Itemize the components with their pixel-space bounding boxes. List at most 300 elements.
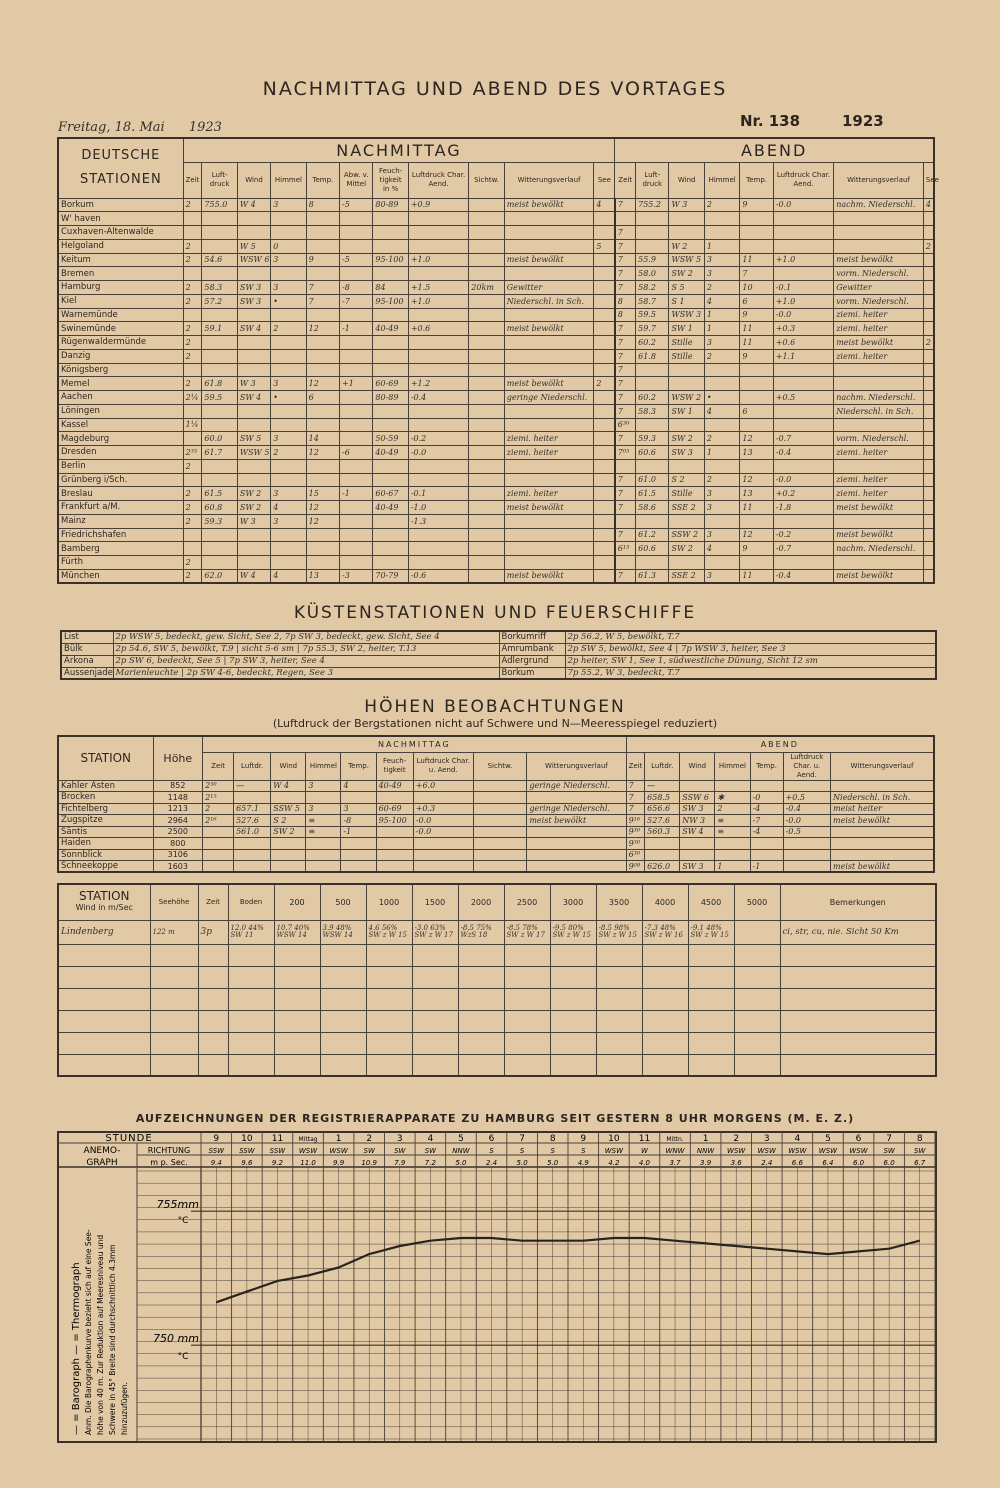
hour-label: 3 [763,1134,770,1144]
table-cell [271,542,306,556]
station-name: Dresden [58,446,183,460]
wind-cell: -7.3 48% SW z W 16 [642,920,688,944]
table-cell: meist bewölkt [504,253,594,267]
speed-value: 6.0 [852,1159,865,1167]
table-cell: 3 [271,487,306,501]
wind-cell [596,944,642,966]
speed-value: 11.0 [300,1159,316,1167]
table-cell [202,556,237,570]
table-cell [669,459,704,473]
table-cell [202,459,237,473]
hour-label: 8 [916,1134,923,1144]
hoehen-cell: SW 2 [271,826,306,838]
table-cell: 6³⁰ [615,418,636,432]
wind-row [58,1010,936,1032]
table-cell: -7 [340,294,373,308]
table-cell: 7 [740,267,773,281]
wind-col-head: 1500 [412,884,458,920]
direction-value: SSW [208,1147,225,1155]
hoehen-cell [783,849,831,861]
hoehen-cell [203,838,234,850]
table-cell: 11 [740,322,773,336]
table-cell [469,569,504,583]
speed-value: 3.7 [669,1159,681,1167]
table-cell: 4 [704,542,739,556]
table-cell [183,432,202,446]
table-cell [834,239,924,253]
hoehen-cell [473,815,527,827]
hoehen-cell [831,838,934,850]
hoehen-subtitle: (Luftdruck der Bergstationen nicht auf Schwere und N—Meeresspiegel reduziert) [272,717,718,730]
table-cell [923,459,934,473]
table-cell [183,308,202,322]
table-cell [504,473,594,487]
wind-cell [58,1010,150,1032]
wind-cell [198,944,228,966]
table-cell [183,226,202,240]
table-cell [202,363,237,377]
table-cell [306,542,339,556]
table-cell [202,418,237,432]
table-cell [773,363,833,377]
table-cell: 755.2 [636,198,669,212]
wind-cell [458,966,504,988]
nachmittag-col-head: Luft-druck [202,162,237,198]
table-cell [306,528,339,542]
hoehen-cell: 560.3 [645,826,680,838]
table-cell [469,308,504,322]
kuesten-station: Amrumbank [499,643,565,655]
wind-cell [780,1054,936,1076]
graph-label: GRAPH [86,1158,118,1168]
station-name: Bremen [58,267,183,281]
table-cell [271,336,306,350]
hoehen-cell [473,861,527,873]
hour-label: 11 [638,1134,651,1144]
hoehen-cell [271,861,306,873]
table-row [58,542,934,556]
speed-value: 9.4 [210,1159,222,1167]
hoehen-cell [376,849,413,861]
wind-cell [458,1054,504,1076]
table-cell [306,363,339,377]
table-cell: 1¼ [183,418,202,432]
table-cell [923,487,934,501]
wind-cell [274,944,320,966]
table-cell [923,473,934,487]
table-cell [704,418,739,432]
hour-label: 6 [488,1134,495,1144]
table-cell [469,294,504,308]
table-cell [306,556,339,570]
wind-cell [780,966,936,988]
table-cell: 2 [183,294,202,308]
nachmittag-col-head: See [594,162,615,198]
table-cell [923,281,934,295]
wind-cell [550,1032,596,1054]
speed-value: 2.4 [485,1159,498,1167]
table-cell: 1 [704,446,739,460]
table-cell: 3 [704,501,739,515]
table-cell: +0.2 [773,487,833,501]
table-cell: 8 [615,308,636,322]
table-cell: 58.6 [636,501,669,515]
hoehen-cell [527,792,626,804]
wind-cell [228,944,274,966]
table-row [58,322,934,336]
table-cell: 2¼ [183,391,202,405]
table-cell [669,514,704,528]
table-cell: 3 [271,281,306,295]
table-cell: +0.9 [408,198,468,212]
table-row [58,336,934,350]
direction-value: WSW [818,1147,838,1155]
table-row [58,281,934,295]
table-cell: 57.2 [202,294,237,308]
table-cell: +1.2 [408,377,468,391]
table-cell: SW 2 [669,542,704,556]
table-cell: 3 [704,528,739,542]
wind-table [57,883,937,1077]
hoehen-cell: -0.0 [413,815,473,827]
wind-cell [504,1010,550,1032]
table-cell [237,404,270,418]
table-cell: ziemi. heiter [834,308,924,322]
table-cell: 7 [615,253,636,267]
hour-label: 7 [886,1134,892,1144]
table-cell [306,212,339,226]
table-cell: 50-59 [373,432,408,446]
table-cell: 11 [740,569,773,583]
hoehen-cell: -1 [750,861,783,873]
wind-cell [550,1054,596,1076]
wind-cell [504,944,550,966]
table-cell: meist bewölkt [504,322,594,336]
wind-cell [504,1054,550,1076]
table-cell: 7 [615,432,636,446]
wind-cell [642,1010,688,1032]
table-cell [469,377,504,391]
table-cell: 6 [306,391,339,405]
table-cell: Gewitter [504,281,594,295]
hoehen-cell [341,849,376,861]
table-cell: 9 [740,198,773,212]
table-cell: SW 5 [237,432,270,446]
table-cell: 7 [615,226,636,240]
deg-label: °C [177,1352,189,1363]
table-cell [594,528,615,542]
wind-cell: 10.7 40% WSW 14 [274,920,320,944]
table-cell [594,432,615,446]
table-cell: -1.3 [408,514,468,528]
kuesten-station: Arkona [61,655,113,667]
hoehen-ab-col-head: Luftdruck Char. u. Aend. [783,752,831,780]
table-cell [594,556,615,570]
table-cell: 12 [740,473,773,487]
table-cell: 7 [306,294,339,308]
kuesten-table [60,630,937,680]
date-year: 1923 [188,120,222,135]
table-row [58,569,934,583]
table-cell: WSW 2 [669,391,704,405]
table-cell [469,322,504,336]
hoehen-cell: -0.5 [783,826,831,838]
wind-cell [274,988,320,1010]
table-cell [923,404,934,418]
hoehen-cell: 657.1 [234,803,271,815]
table-row [58,377,934,391]
table-cell [373,542,408,556]
table-cell: 2 [704,281,739,295]
abend-col-head: Himmel [704,162,739,198]
wind-cell [688,944,734,966]
table-cell [923,501,934,515]
table-cell: 7 [615,349,636,363]
speed-value: 7.9 [394,1159,406,1167]
hoehen-title: HÖHEN BEOBACHTUNGEN [364,697,626,717]
abend-col-head: Temp. [740,162,773,198]
table-cell [923,226,934,240]
table-cell [306,308,339,322]
table-cell: 11 [740,501,773,515]
wind-cell [412,988,458,1010]
table-cell: meist bewölkt [834,253,924,267]
wind-cell [198,966,228,988]
wind-cell [274,966,320,988]
wind-row [58,1032,936,1054]
table-cell: -0.6 [408,569,468,583]
table-cell [373,226,408,240]
table-cell: 4 [923,198,934,212]
table-cell: 2 [183,514,202,528]
hoehen-cell [413,849,473,861]
table-cell: +1.0 [773,294,833,308]
table-cell [636,226,669,240]
wind-cell [642,1054,688,1076]
table-cell: -0.0 [773,198,833,212]
table-cell: 59.3 [202,514,237,528]
wind-cell [734,966,780,988]
wind-col-head: Boden [228,884,274,920]
wind-cell [780,988,936,1010]
table-cell [923,377,934,391]
direction-value: SW [424,1147,437,1155]
table-cell: 13 [306,569,339,583]
table-cell: 1 [704,308,739,322]
wind-cell [198,988,228,1010]
table-row [58,528,934,542]
table-cell: 9 [740,349,773,363]
table-cell: 2 [183,487,202,501]
kuesten-text: 2p heiter, SW 1, See 1, südwestliche Dünung, Sicht 12 sm [565,655,936,667]
wind-row [58,988,936,1010]
hoehen-cell: 7 [626,792,645,804]
table-cell [594,294,615,308]
hour-label: 5 [458,1134,464,1144]
hoehen-cell [203,849,234,861]
chart-frame [58,1132,936,1442]
hoehen-cell [413,838,473,850]
table-cell [834,459,924,473]
table-cell [469,418,504,432]
table-cell: SW 1 [669,322,704,336]
wind-cell [734,988,780,1010]
table-cell: 3 [271,432,306,446]
kuesten-text: 2p 54.6, SW 5, bewölkt, T.9 | sicht 5-6 sm | 7p 55.3, SW 2, heiter, T.13 [113,643,499,655]
table-cell [408,556,468,570]
table-cell [183,542,202,556]
hoehen-cell: 2964 [153,815,203,827]
hoehen-cell: W 4 [271,780,306,792]
table-cell [183,404,202,418]
table-cell [408,473,468,487]
hoehen-cell: -8 [341,815,376,827]
hoehen-cell: 2¹⁵ [203,792,234,804]
table-cell [469,528,504,542]
hoehen-cell [306,838,341,850]
direction-value: WSW [604,1147,624,1155]
hoehen-cell: 6³⁰ [626,849,645,861]
table-cell [340,404,373,418]
direction-value: WSW [329,1147,348,1155]
table-cell [271,556,306,570]
table-cell: 7 [615,377,636,391]
table-cell: 15 [306,487,339,501]
hour-label: 2 [366,1134,373,1144]
hoehen-cell [715,849,750,861]
hoehen-cell: SW 3 [680,861,715,873]
table-cell: 2 [183,281,202,295]
wind-station-head [58,884,150,920]
table-cell [773,514,833,528]
table-cell: 58.3 [202,281,237,295]
table-row [58,418,934,432]
table-cell: -5 [340,198,373,212]
hour-label: 9 [213,1134,220,1144]
wind-cell [780,1032,936,1054]
station-name: Fürth [58,556,183,570]
wind-cell [228,1010,274,1032]
side-note: Anm. Die Barographenkurve bezieht sich auf eine See- [84,1229,93,1435]
table-cell [504,349,594,363]
hoehen-cell [413,792,473,804]
hoehen-cell [527,861,626,873]
table-row [58,556,934,570]
table-cell: 20km [469,281,504,295]
direction-value: SW [883,1147,895,1155]
table-cell: 13 [740,446,773,460]
table-cell [615,556,636,570]
table-cell [373,336,408,350]
table-cell [202,404,237,418]
table-cell: 2 [183,336,202,350]
wind-cell [596,1054,642,1076]
table-cell: 6 [740,404,773,418]
table-cell [636,239,669,253]
table-cell: 95-100 [373,253,408,267]
hoehen-row [58,838,934,850]
table-cell: 61.3 [636,569,669,583]
table-cell: ziemi. heiter [504,446,594,460]
table-cell: +1.1 [773,349,833,363]
hoehen-cell: 7 [626,803,645,815]
hour-label: 6 [855,1134,862,1144]
table-row [58,514,934,528]
mps-label: m p. Sec. [150,1158,188,1167]
anemo-label: ANEMO- [83,1146,121,1156]
table-cell [469,542,504,556]
table-cell: 12 [740,528,773,542]
table-row [58,501,934,515]
wind-cell [734,944,780,966]
table-cell [594,418,615,432]
hoehen-cell [376,838,413,850]
hoehen-cell: — [234,780,271,792]
nachmittag-col-head: Zeit [183,162,202,198]
table-cell: nachm. Niederschl. [834,198,924,212]
table-cell [594,349,615,363]
hoehen-cell [680,780,715,792]
hoehen-hoehe-head: Höhe [153,736,203,780]
table-cell: 2 [183,501,202,515]
speed-value: 6.7 [914,1159,926,1167]
wind-col-head: 500 [320,884,366,920]
hour-label: 9 [580,1134,587,1144]
kuesten-text: 2p WSW 5, bedeckt, gew. Sicht, See 2, 7p SW 3, bedeckt, gew. Sicht, See 4 [113,631,499,643]
speed-value: 3.9 [700,1159,712,1167]
table-cell: 11 [740,253,773,267]
table-cell [202,239,237,253]
hoehen-cell: SSW 5 [271,803,306,815]
table-cell: 2 [183,459,202,473]
table-cell [373,349,408,363]
wind-cell [320,966,366,988]
table-cell: ziemi. heiter [834,487,924,501]
abend-col-head: Luft-druck [636,162,669,198]
table-cell: 2 [271,322,306,336]
table-cell [834,556,924,570]
table-cell: 58.0 [636,267,669,281]
label-755: 755mm [156,1198,199,1212]
nachmittag-col-head: Temp. [306,162,339,198]
table-cell [594,212,615,226]
table-cell: meist bewölkt [504,198,594,212]
table-cell [594,459,615,473]
table-cell: 58.7 [636,294,669,308]
table-cell [504,418,594,432]
table-cell: +1.5 [408,281,468,295]
table-cell: • [271,294,306,308]
hoehen-cell: 2¹⁶ [203,815,234,827]
table-cell: 62.0 [202,569,237,583]
wind-cell [412,1032,458,1054]
table-cell: 60.2 [636,336,669,350]
table-cell: 12 [306,377,339,391]
hoehen-row [58,803,934,815]
table-cell: 3 [704,569,739,583]
wind-col-head: Seehöhe [150,884,198,920]
abend-col-head: Zeit [615,162,636,198]
table-cell [594,336,615,350]
wind-cell [688,988,734,1010]
table-cell [373,459,408,473]
table-cell [340,308,373,322]
hoehen-cell: 9¹⁶ [626,815,645,827]
table-cell: -0.7 [773,542,833,556]
wind-cell [412,1054,458,1076]
table-cell [704,212,739,226]
wind-cell [596,1032,642,1054]
